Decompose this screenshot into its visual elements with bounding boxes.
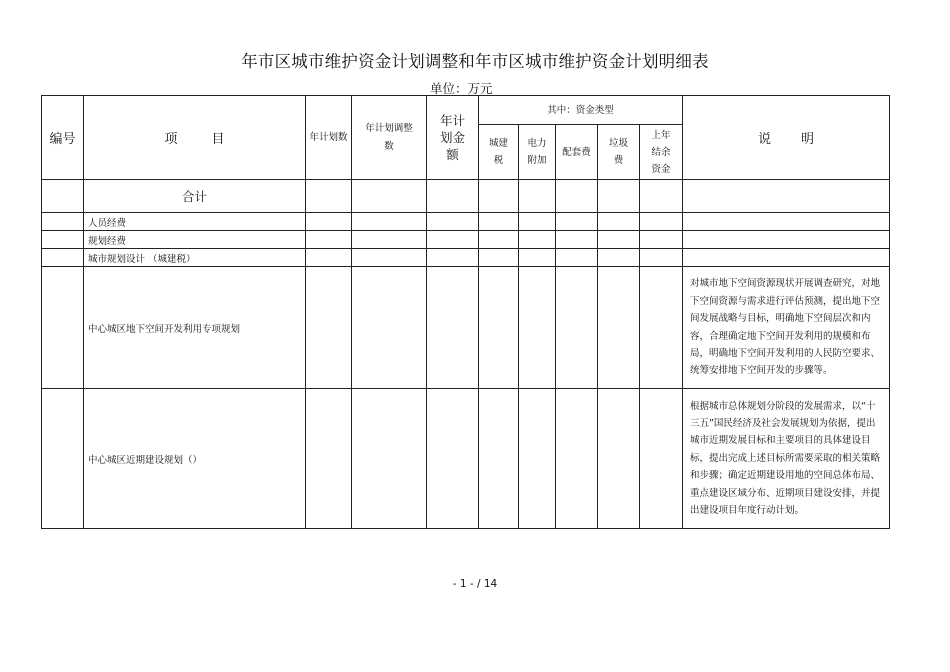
table-row bbox=[42, 267, 890, 389]
row-desc bbox=[683, 180, 890, 213]
table-row bbox=[42, 213, 890, 231]
header-annual-plan-amount: 年计划金额 bbox=[427, 96, 479, 180]
row-desc bbox=[683, 213, 890, 231]
page-number: - 1 - / 14 bbox=[452, 578, 498, 590]
header-remark: 说明 bbox=[683, 96, 890, 180]
row-item-label: 规划经费 bbox=[84, 231, 306, 249]
header-fund-type: 电力附加 bbox=[519, 125, 556, 180]
row-desc bbox=[683, 249, 890, 267]
header-no: 编号 bbox=[42, 96, 84, 180]
row-item-label: 人员经费 bbox=[84, 213, 306, 231]
row-desc: 根据城市总体规划分阶段的发展需求，以“十三五”国民经济及社会发展规划为依据，提出城市近期发展目标和主要项目的具体建设目标，提出完成上述目标所需要采取的相关策略和步骤；确定近期建设用地的空间总体布局、重点建设区域分布、近期项目建设安排，并提出建设项目年度行动计划。 bbox=[683, 389, 890, 529]
table-row bbox=[42, 180, 890, 213]
unit-label: 单位：万元 bbox=[430, 81, 493, 96]
document-title: 年市区城市维护资金计划调整和年市区城市维护资金计划明细表 bbox=[241, 52, 709, 71]
header-adjusted-plan: 年计划调整数 bbox=[352, 96, 427, 180]
header-fund-type: 上年结余资金 bbox=[640, 125, 683, 180]
table-row bbox=[42, 249, 890, 267]
header-fund-type: 配套费 bbox=[556, 125, 598, 180]
plan-detail-table bbox=[41, 95, 890, 529]
row-item-label: 中心城区地下空间开发利用专项规划 bbox=[84, 267, 306, 389]
header-item: 项目 bbox=[84, 96, 306, 180]
header-fund-type: 垃圾费 bbox=[598, 125, 640, 180]
header-fund-types-group: 其中：资金类型 bbox=[479, 96, 683, 125]
row-item-label: 中心城区近期建设规划（） bbox=[84, 389, 306, 529]
row-desc: 对城市地下空间资源现状开展调查研究，对地下空间资源与需求进行评估预测，提出地下空间发展战略与目标，明确地下空间层次和内容，合理确定地下空间开发利用的规模和布局，明确地下空间开发利用的人民防空要求、统筹安排地下空间开发的步骤等。 bbox=[683, 267, 890, 389]
row-item-label: 合计 bbox=[84, 180, 306, 213]
row-desc bbox=[683, 231, 890, 249]
header-fund-type: 城建税 bbox=[479, 125, 519, 180]
table-row bbox=[42, 389, 890, 529]
table-row bbox=[42, 231, 890, 249]
row-item-label: 城市规划设计 （城建税） bbox=[84, 249, 306, 267]
header-annual-plan: 年计划数 bbox=[306, 96, 352, 180]
